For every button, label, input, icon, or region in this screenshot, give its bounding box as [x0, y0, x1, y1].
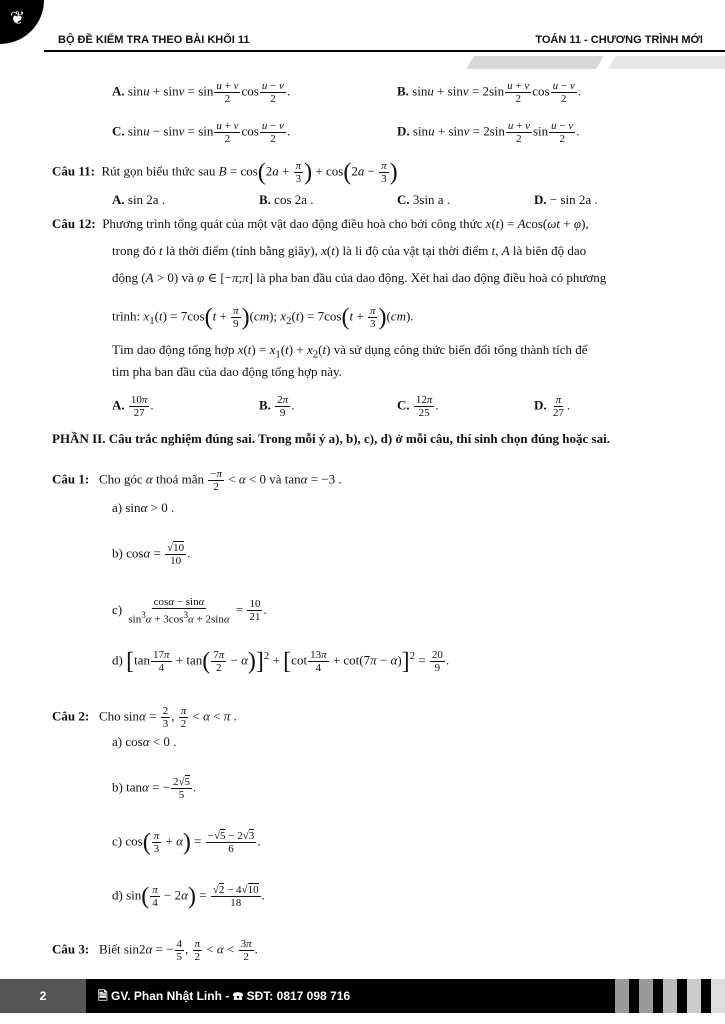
- q12-line-2: trong đó t là thời điểm (tính bằng giây), x(t) là li độ của vật tại thời điểm t, A là biên độ dao: [112, 243, 587, 258]
- footer-decor-stripe: [639, 979, 653, 1013]
- q12-option-d: D. $\frac{\pi}{27}$ .: [534, 394, 571, 419]
- p2-q1-stem: Câu 1: Cho góc α thoả mãn $\frac{-\pi}{2}$ < α < 0 và tanα = −3 .: [52, 468, 342, 493]
- p2-q2-c: c) cos( $\frac{\pi}{3}$ + α) = $\frac{-√5 - 2√3}{6}$ .: [112, 829, 261, 856]
- q12-line-5: Tìm dao động tổng hợp $x(t) = x_1(t) + x_2(t)$ và sử dụng công thức biến đổi tổng thành tích để: [112, 342, 588, 361]
- footer-author: 🗎 GV. Phan Nhật Linh - ☎ SĐT: 0817 098 716: [98, 989, 351, 1003]
- p2-q1-c: c) $\frac{\cos\alpha - \sin\alpha}{\sin^3\alpha + 3\cos^3\alpha + 2\sin\alpha}$ = $\frac{10}{21}$ .: [112, 596, 267, 626]
- p2-q1-a: a) sinα > 0 .: [112, 500, 175, 515]
- q11-option-c: C. 3sin a .: [397, 192, 451, 207]
- q12-option-b: B. $\frac{2\pi}{9}$ .: [259, 394, 295, 419]
- header-decor-bar: [608, 56, 725, 69]
- page-number: 2: [0, 979, 86, 1013]
- leaf-icon: ❦: [10, 8, 26, 29]
- q12-option-c: C. $\frac{12\pi}{25}$ .: [397, 394, 439, 419]
- document-icon: 🗎: [98, 989, 108, 1003]
- q12-line-4: trình: $x_1(t) = 7\cos(t$ + $\frac{\pi}{9}$ )(cm); $x_2(t) = 7\cos(t$ + $\frac{\pi}{3}$ )(cm).: [112, 304, 414, 331]
- q10-option-b: B. sinu + sinv = 2sin $\frac{u + v}{2}$ cos $\frac{u - v}{2}$ .: [397, 80, 581, 105]
- p2-q3-stem: Câu 3: Biết sin2α = − $\frac{4}{5}$ , $\frac{\pi}{2}$ < α < $\frac{3\pi}{2}$ .: [52, 938, 258, 963]
- q10-option-d: D. sinu + sinv = 2sin $\frac{u + v}{2}$ sin $\frac{u - v}{2}$ .: [397, 120, 580, 145]
- q11-option-b: B. cos 2a .: [259, 192, 314, 207]
- part2-title: PHẦN II. Câu trắc nghiệm đúng sai. Trong mỗi ý a), b), c), d) ở mỗi câu, thí sinh chọn đúng hoặc sai.: [52, 431, 610, 446]
- q12-line-3: động (A > 0) và φ ∈ [−π;π] là pha ban đầu của dao động. Xét hai dao động điều hoà có phương: [112, 270, 607, 285]
- phone-icon: ☎: [232, 989, 244, 1003]
- p2-q2-stem: Câu 2: Cho sinα = $\frac{2}{3}$ , $\frac{\pi}{2}$ < α < π .: [52, 705, 237, 730]
- p2-q2-a: a) cosα < 0 .: [112, 734, 177, 749]
- q12-option-a: A. $\frac{10\pi}{27}$ .: [112, 394, 154, 419]
- header-logo: [0, 0, 44, 44]
- p2-q2-d: d) sin( $\frac{\pi}{4}$ − 2α) = $\frac{√2 - 4√10}{18}$ .: [112, 883, 265, 910]
- p2-q2-b: b) tanα = − $\frac{2√5}{5}$ .: [112, 776, 197, 801]
- header-right-title: TOÁN 11 - CHƯƠNG TRÌNH MỚI: [535, 34, 703, 46]
- q10-option-c: C. sinu − sinv = sin $\frac{u + v}{2}$ cos $\frac{u - v}{2}$ .: [112, 120, 291, 145]
- footer-decor-stripe: [615, 979, 629, 1013]
- header-decor-bar: [466, 56, 604, 69]
- footer-decor-stripe: [711, 979, 725, 1013]
- q11-option-d: D. − sin 2a .: [534, 192, 598, 207]
- footer-decor-stripe: [663, 979, 677, 1013]
- q11-stem: Câu 11: Rút gọn biểu thức sau B = cos(2a + $\frac{\pi}{3}$ ) + cos(2a − $\frac{\pi}{3}$ ): [52, 159, 398, 186]
- footer-decor-stripe: [687, 979, 701, 1013]
- q12-line-6: tìm pha ban đầu của dao động tổng hợp này.: [112, 364, 342, 379]
- header-rule: [44, 50, 725, 52]
- q12-line-1: Câu 12: Phương trình tổng quát của một vật dao động điều hoà cho bởi công thức x(t) = Acos(ωt + φ),: [52, 216, 589, 231]
- p2-q1-b: b) cosα = $\frac{√10}{10}$ .: [112, 542, 191, 567]
- header-left-title: BỘ ĐỀ KIỂM TRA THEO BÀI KHỐI 11: [58, 34, 250, 46]
- p2-q1-d: d) [tan $\frac{17\pi}{4}$ + tan( $\frac{7\pi}{2}$ − α)]$^2$ + [cot $\frac{13\pi}{4}$ + cot(7π − α)]$^2$ = $\frac{20}{9}$ .: [112, 648, 450, 675]
- q10-option-a: A. sinu + sinv = sin $\frac{u + v}{2}$ cos $\frac{u - v}{2}$ .: [112, 80, 291, 105]
- q11-option-a: A. sin 2a .: [112, 192, 166, 207]
